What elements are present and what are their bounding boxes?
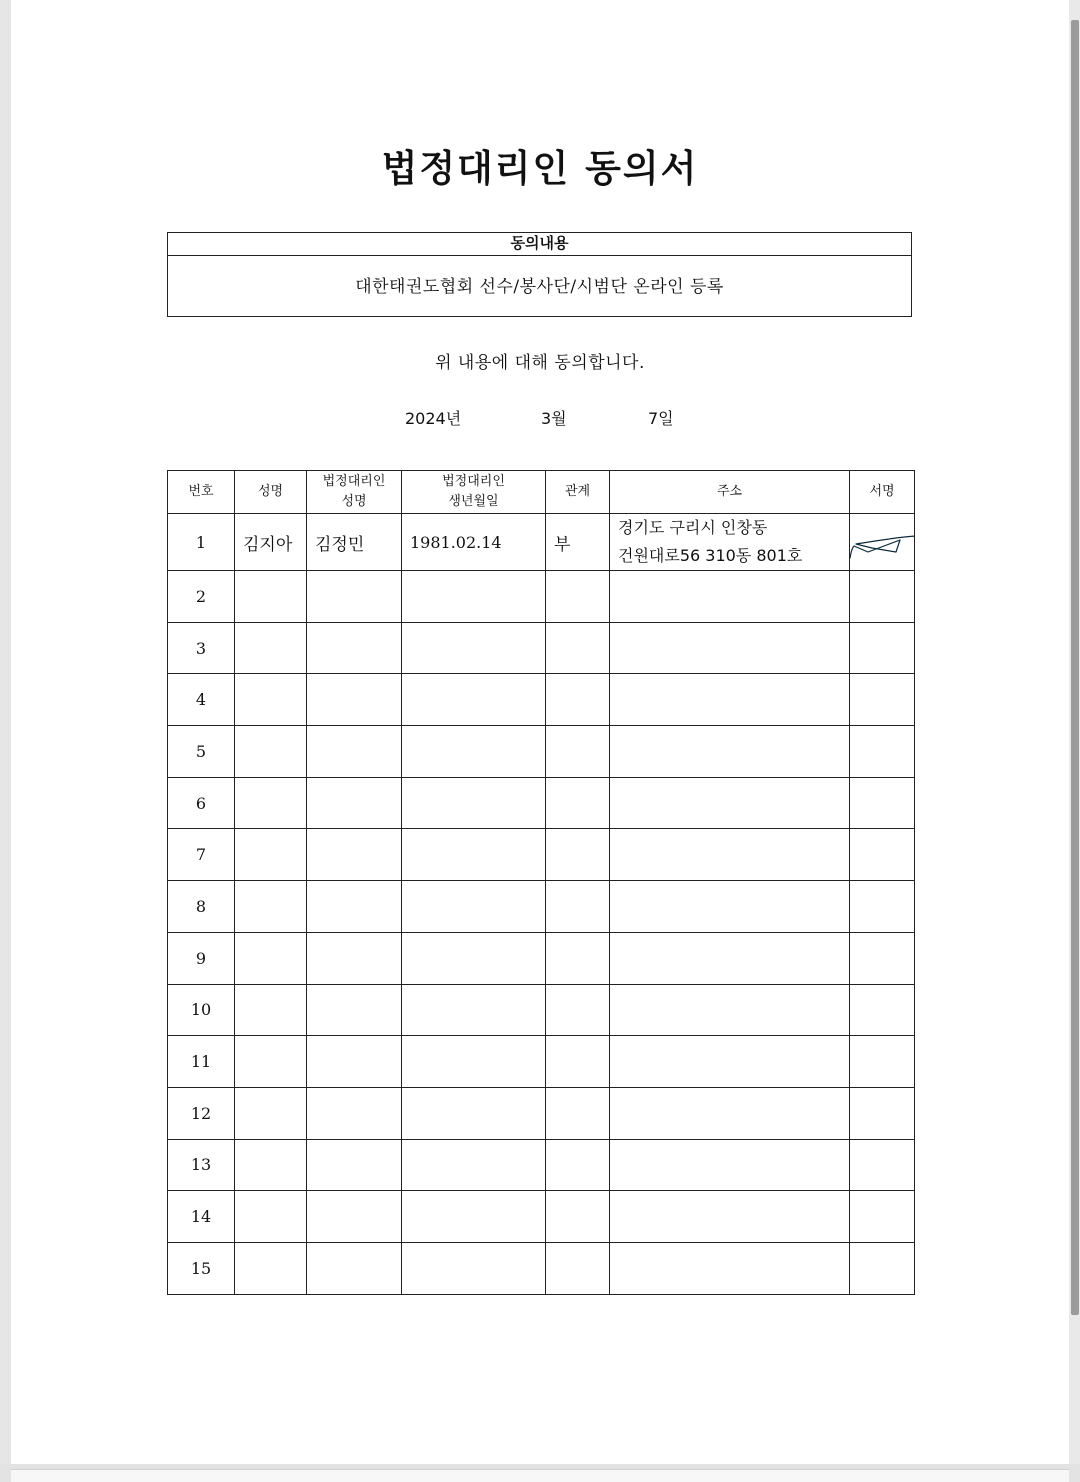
page-separator bbox=[0, 1464, 1080, 1482]
row-guardian-birth: 1981.02.14 bbox=[402, 514, 546, 571]
table-row bbox=[168, 571, 915, 623]
row-guardian-name bbox=[307, 1087, 402, 1139]
row-number: 4 bbox=[168, 674, 235, 726]
row-relation: 부 bbox=[546, 514, 610, 571]
row-signature bbox=[850, 881, 915, 933]
row-signature bbox=[850, 571, 915, 623]
table-row bbox=[168, 1191, 915, 1243]
header-name: 성명 bbox=[235, 471, 307, 514]
row-name bbox=[235, 777, 307, 829]
row-address bbox=[610, 571, 850, 623]
row-name bbox=[235, 881, 307, 933]
row-guardian-birth bbox=[402, 881, 546, 933]
row-guardian-name bbox=[307, 829, 402, 881]
header-guardian-birth bbox=[402, 471, 546, 514]
row-address bbox=[610, 726, 850, 778]
row-relation bbox=[546, 1139, 610, 1191]
date-day: 7일 bbox=[648, 409, 674, 428]
row-signature bbox=[850, 1036, 915, 1088]
row-relation bbox=[546, 1036, 610, 1088]
row-name bbox=[235, 984, 307, 1036]
row-address bbox=[610, 674, 850, 726]
row-guardian-name bbox=[307, 674, 402, 726]
row-guardian-birth bbox=[402, 674, 546, 726]
row-guardian-birth bbox=[402, 984, 546, 1036]
row-number: 15 bbox=[168, 1242, 235, 1294]
row-relation bbox=[546, 984, 610, 1036]
row-signature bbox=[850, 1139, 915, 1191]
table-row bbox=[168, 984, 915, 1036]
table-row bbox=[168, 1242, 915, 1294]
row-guardian-birth bbox=[402, 829, 546, 881]
row-guardian-name bbox=[307, 1191, 402, 1243]
document-title: 법정대리인 동의서 bbox=[381, 146, 699, 190]
row-address bbox=[610, 1191, 850, 1243]
row-address-line1: 경기도 구리시 인창동 bbox=[618, 518, 768, 537]
row-number: 13 bbox=[168, 1139, 235, 1191]
row-signature bbox=[850, 829, 915, 881]
row-relation bbox=[546, 726, 610, 778]
table-body bbox=[168, 514, 915, 1295]
row-address bbox=[610, 514, 850, 571]
row-address bbox=[610, 1242, 850, 1294]
row-guardian-name: 김정민 bbox=[307, 514, 402, 571]
row-guardian-birth bbox=[402, 571, 546, 623]
agreement-statement: 위 내용에 대해 동의합니다. bbox=[435, 353, 645, 373]
row-name bbox=[235, 932, 307, 984]
row-name bbox=[235, 571, 307, 623]
handwritten-signature bbox=[850, 518, 915, 562]
row-address bbox=[610, 1087, 850, 1139]
row-signature bbox=[850, 514, 915, 571]
table-row bbox=[168, 622, 915, 674]
row-number: 9 bbox=[168, 932, 235, 984]
row-guardian-name bbox=[307, 726, 402, 778]
guardian-roster-table bbox=[167, 470, 915, 1295]
row-name bbox=[235, 674, 307, 726]
row-name bbox=[235, 829, 307, 881]
table-header-row bbox=[168, 471, 915, 514]
header-guardian-name-line2: 성명 bbox=[341, 494, 367, 509]
row-address bbox=[610, 932, 850, 984]
row-name bbox=[235, 1242, 307, 1294]
row-guardian-birth bbox=[402, 1036, 546, 1088]
row-number: 2 bbox=[168, 571, 235, 623]
table-row bbox=[168, 881, 915, 933]
row-guardian-name bbox=[307, 777, 402, 829]
row-number: 3 bbox=[168, 622, 235, 674]
row-signature bbox=[850, 622, 915, 674]
row-relation bbox=[546, 622, 610, 674]
row-address-line2: 건원대로56 310동 801호 bbox=[618, 546, 803, 565]
row-guardian-name bbox=[307, 622, 402, 674]
row-guardian-name bbox=[307, 1242, 402, 1294]
table-row bbox=[168, 932, 915, 984]
row-relation bbox=[546, 571, 610, 623]
header-guardian-name bbox=[307, 471, 402, 514]
row-address bbox=[610, 777, 850, 829]
scrollbar-thumb[interactable] bbox=[1071, 20, 1079, 1315]
row-signature bbox=[850, 932, 915, 984]
row-guardian-birth bbox=[402, 1087, 546, 1139]
row-relation bbox=[546, 932, 610, 984]
row-name bbox=[235, 622, 307, 674]
row-guardian-birth bbox=[402, 1242, 546, 1294]
row-signature bbox=[850, 1087, 915, 1139]
row-number: 6 bbox=[168, 777, 235, 829]
row-number: 14 bbox=[168, 1191, 235, 1243]
header-guardian-birth-line2: 생년월일 bbox=[448, 494, 499, 509]
row-name: 김지아 bbox=[235, 514, 307, 571]
header-address: 주소 bbox=[610, 471, 850, 514]
row-signature bbox=[850, 674, 915, 726]
row-guardian-name bbox=[307, 932, 402, 984]
row-address bbox=[610, 881, 850, 933]
row-address bbox=[610, 1139, 850, 1191]
row-relation bbox=[546, 777, 610, 829]
row-name bbox=[235, 1087, 307, 1139]
row-guardian-name bbox=[307, 881, 402, 933]
row-name bbox=[235, 1139, 307, 1191]
row-number: 1 bbox=[168, 514, 235, 571]
row-guardian-birth bbox=[402, 1139, 546, 1191]
row-signature bbox=[850, 1242, 915, 1294]
row-guardian-birth bbox=[402, 1191, 546, 1243]
header-guardian-birth-line1: 법정대리인 bbox=[442, 474, 505, 489]
header-guardian-name-line1: 법정대리인 bbox=[322, 474, 386, 489]
row-name bbox=[235, 726, 307, 778]
row-guardian-name bbox=[307, 1036, 402, 1088]
table-row bbox=[168, 674, 915, 726]
row-number: 5 bbox=[168, 726, 235, 778]
header-relation: 관계 bbox=[546, 471, 610, 514]
next-page-edge bbox=[11, 1469, 1069, 1482]
table-row bbox=[168, 514, 915, 571]
row-number: 8 bbox=[168, 881, 235, 933]
row-guardian-name bbox=[307, 984, 402, 1036]
row-relation bbox=[546, 829, 610, 881]
date-year: 2024년 bbox=[405, 409, 462, 428]
header-number: 번호 bbox=[168, 471, 235, 514]
row-relation bbox=[546, 674, 610, 726]
row-number: 11 bbox=[168, 1036, 235, 1088]
row-guardian-birth bbox=[402, 932, 546, 984]
table-row bbox=[168, 1036, 915, 1088]
row-name bbox=[235, 1036, 307, 1088]
row-signature bbox=[850, 777, 915, 829]
consent-content-box bbox=[167, 232, 912, 317]
table-row bbox=[168, 829, 915, 881]
row-relation bbox=[546, 1087, 610, 1139]
header-signature: 서명 bbox=[850, 471, 915, 514]
row-signature bbox=[850, 726, 915, 778]
row-number: 10 bbox=[168, 984, 235, 1036]
table-row bbox=[168, 1139, 915, 1191]
row-address bbox=[610, 1036, 850, 1088]
row-guardian-name bbox=[307, 571, 402, 623]
table-row bbox=[168, 777, 915, 829]
row-name bbox=[235, 1191, 307, 1243]
row-signature bbox=[850, 1191, 915, 1243]
row-guardian-name bbox=[307, 1139, 402, 1191]
date-month: 3월 bbox=[541, 409, 567, 428]
row-number: 12 bbox=[168, 1087, 235, 1139]
consent-content: 대한태권도협회 선수/봉사단/시범단 온라인 등록 bbox=[355, 277, 724, 297]
row-number: 7 bbox=[168, 829, 235, 881]
row-relation bbox=[546, 881, 610, 933]
row-relation bbox=[546, 1191, 610, 1243]
row-address bbox=[610, 984, 850, 1036]
row-guardian-birth bbox=[402, 726, 546, 778]
row-relation bbox=[546, 1242, 610, 1294]
table-row bbox=[168, 1087, 915, 1139]
consent-header: 동의내용 bbox=[168, 233, 911, 256]
row-signature bbox=[850, 984, 915, 1036]
table-row bbox=[168, 726, 915, 778]
row-guardian-birth bbox=[402, 622, 546, 674]
row-guardian-birth bbox=[402, 777, 546, 829]
row-address bbox=[610, 829, 850, 881]
row-address bbox=[610, 622, 850, 674]
